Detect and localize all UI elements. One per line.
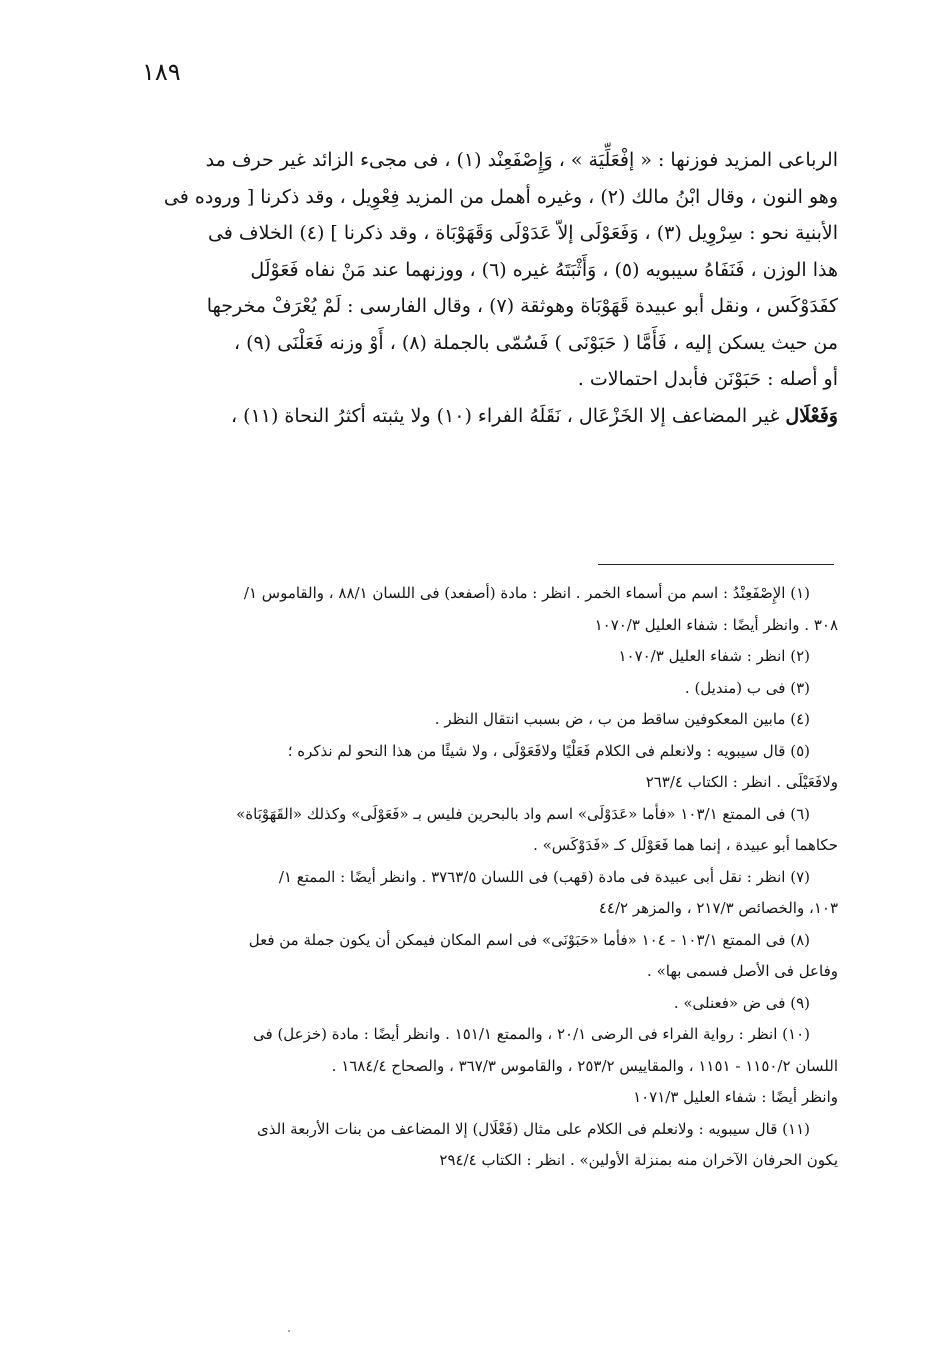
bold-term: وَفَعْلَال — [785, 404, 838, 427]
body-line: الرباعى المزيد فوزنها : « إفْعَلِّيَة » ، وَإِصْفَعِنْد (١) ، فى مجىء الزائد غير حرف مد — [205, 149, 838, 171]
footnote-line: ٣٠٨ . وانظر أيضًا : شفاء العليل ١٠٧٠/٣ — [594, 615, 838, 634]
body-line: هذا الوزن ، فَنَفَاهُ سيبويه (٥) ، وَأَثْبَتَهُ غيره (٦) ، ووزنهما عند مَنْ نفاه فَعَوْلَل — [250, 258, 838, 281]
footnote-line: (٥) قال سيبويه : ولانعلم فى الكلام فَعَلْيًا ولافَعَوْلَى ، ولا شيئًا من هذا النحو لم نذكره ؛ — [287, 741, 810, 760]
footnote-line: (٩) فى ض «فعنلى» . — [673, 993, 810, 1012]
footnote-line: (٢) انظر : شفاء العليل ١٠٧٠/٣ — [618, 647, 810, 665]
main-text — [132, 142, 838, 434]
footnote-line: (٤) مابين المعكوفين ساقط من ب ، ض بسبب انتقال النظر . — [434, 710, 810, 728]
body-line: أو أصله : حَبَوْنَن فأبدل احتمالات . — [577, 368, 838, 390]
footnote-line: (٦) فى الممتع ١٠٣/١ «فأما «عَدَوْلَى» اسم واد بالبحرين فليس بـ «فَعَوْلَى» وكذلك «القَهَوْبَاة» — [236, 804, 810, 823]
footnote-separator — [598, 564, 834, 565]
body-line: كفَدَوْكَس ، ونقل أبو عبيدة قَهَوْبَاة وهوثقة (٧) ، وقال الفارسى : لَمْ يُعْرَفْ مخرجها — [206, 295, 838, 317]
body-line-last — [132, 398, 838, 435]
footnote-line: (٧) انظر : نقل أبى عبيدة فى مادة (قهب) فى اللسان ٣٧٦٣/٥ . وانظر أيضًا : الممتع ١/ — [278, 867, 810, 886]
footnote-line: (١١) قال سيبويه : ولانعلم فى الكلام على مثال (فَعْلَال) إلا المضاعف من بنات الأربعة الذى — [257, 1119, 810, 1138]
footnote-line: (٣) فى ب (منديل) . — [684, 678, 810, 697]
footnote-line: ١٠٣، والخصائص ٢١٧/٣ ، والمزهر ٤٤/٢ — [598, 899, 838, 917]
footnote-line: (٨) فى الممتع ١٠٣/١ - ١٠٤ «فأما «حَبَوْنَى» فى اسم المكان فيمكن أن يكون جملة من فعل — [248, 930, 810, 949]
body-line: الأبنية نحو : سِرْوِيل (٣) ، وَفَعَوْلَى إلاّ عَدَوْلَى وَقَهَوْبَاة ، وقد ذكرنا ] (٤) الخلاف فى — [207, 222, 838, 244]
footnote-line: وفاعل فى الأصل فسمى بها» . — [647, 962, 838, 980]
body-line: وهو النون ، وقال ابْنُ مالك (٢) ، وغيره أهمل من المزيد فِعْوِيل ، وقد ذكرنا [ وروده فى — [163, 185, 838, 208]
footnote-line: (١٠) انظر : رواية الفراء فى الرضى ٢٠/١ ، والممتع ١٥١/١ . وانظر أيضًا : مادة (خزعل) فى — [253, 1025, 810, 1043]
scan-speck — [288, 1330, 290, 1332]
body-line: من حيث يسكن إليه ، فَأَمَّا ( حَبَوْنَى ) فَسُمّى بالجملة (٨) ، أَوْ وزنه فَعَلْنَى (٩) ، — [233, 331, 838, 354]
body-line-rest: غير المضاعف إلا الخَزْعَال ، نَقَلَهُ الفراء (١٠) ولا يثبته أكثرُ النحاة (١١) ، — [230, 404, 786, 427]
footnote-line: يكون الحرفان الآخران منه بمنزلة الأولين» . انظر : الكتاب ٢٩٤/٤ — [439, 1151, 838, 1169]
footnote-line: اللسان ١١٥٠/٢ - ١١٥١ ، والمقاييس ٢٥٣/٢ ، والقاموس ٣٦٧/٣ ، والصحاح ١٦٨٤/٤ . — [331, 1056, 838, 1075]
footnotes — [132, 578, 838, 1177]
footnote-line: ولافَعَيْلَى . انظر : الكتاب ٢٦٣/٤ — [645, 773, 838, 791]
footnote-line: حكاهما أبو عبيدة ، إنما هما فَعَوْلَل كـ «فَدَوْكَس» . — [533, 836, 838, 854]
page-number: ١٨٩ — [142, 58, 181, 86]
footnote-line: وانظر أيضًا : شفاء العليل ١٠٧١/٣ — [633, 1088, 838, 1106]
footnote-line: (١) الإِصْفَعِنْدُ : اسم من أسماء الخمر . انظر : مادة (أصفعد) فى اللسان ٨٨/١ ، والقاموس ١/ — [243, 584, 810, 602]
